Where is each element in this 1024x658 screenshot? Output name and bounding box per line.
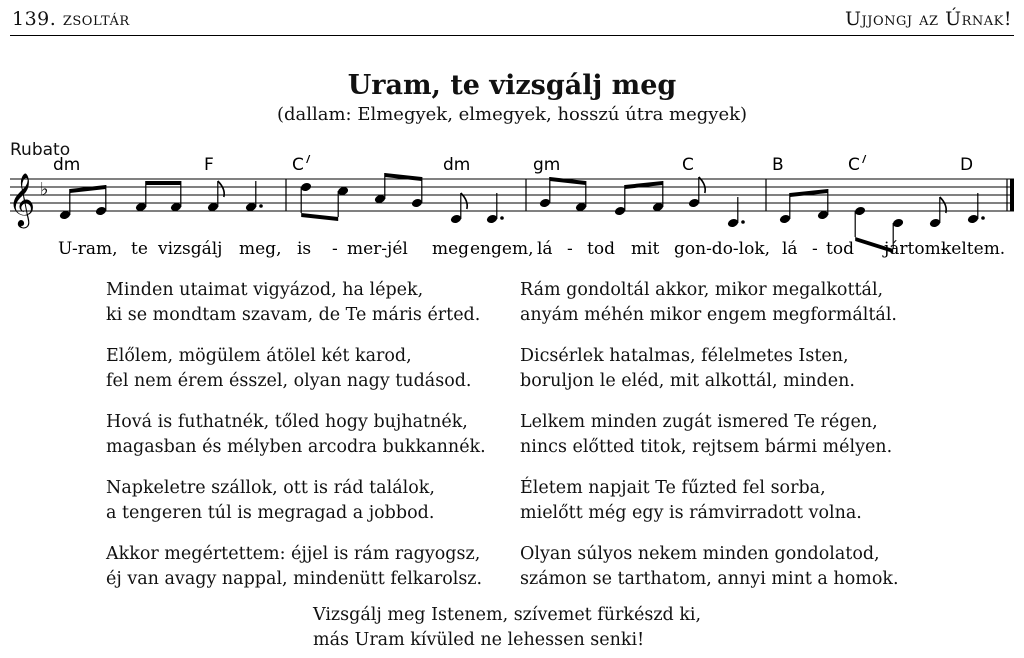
lyric-syllable: meg	[432, 239, 470, 259]
note-beam	[385, 173, 422, 181]
flat-key-signature-icon: ♭	[40, 179, 49, 200]
verse-line: Akkor megértettem: éjjel is rám ragyogsz,	[106, 544, 481, 564]
note-dot	[741, 220, 745, 224]
verse-final	[313, 603, 701, 653]
verse-left-3	[106, 410, 486, 460]
lyric-syllable: gon-do-lok,	[674, 239, 771, 259]
verse-line: Napkeletre szállok, ott is rád találok,	[106, 478, 435, 498]
verse-right-4	[520, 476, 862, 526]
header-left	[12, 8, 130, 30]
chord-c: C	[682, 155, 694, 175]
verse-right-5	[520, 542, 899, 592]
verse-line: Olyan súlyos nekem minden gondolatod,	[520, 544, 880, 564]
chord-dm-2: dm	[443, 155, 471, 175]
chord-symbols	[53, 155, 973, 175]
header-right-title: Ujjongj az Úrnak!	[845, 8, 1012, 30]
song-subtitle: (dallam: Elmegyek, elmegyek, hosszú útra megyek)	[276, 104, 748, 125]
note-dot	[500, 216, 504, 220]
lyric-syllable: vizsgálj	[158, 239, 223, 259]
verse-line: Lelkem minden zugát ismered Te régen,	[520, 412, 878, 432]
chord-c7-2: $C^7$	[848, 155, 868, 175]
lyric-syllable: mit	[631, 239, 660, 259]
lyric-syllable: jártom-	[884, 239, 947, 259]
note-beam	[550, 177, 586, 185]
lyric-syllable: engem,	[470, 239, 534, 259]
verse-line: Előlem, mögülem átölel két karod,	[106, 346, 412, 366]
verse-line: más Uram kívüled ne lehessen senki!	[313, 630, 645, 650]
verse-line: mielőtt még egy is rámvirradott volna.	[520, 503, 862, 523]
treble-clef-icon: 𝄞	[8, 172, 36, 226]
psalm-label: zsoltár	[62, 8, 130, 30]
chord-c7-1: $C^7$	[292, 155, 312, 175]
verse-line: Vizsgálj meg Istenem, szívemet fürkészd ki,	[313, 605, 702, 625]
note-dot	[981, 216, 985, 220]
verse-line: Hová is futhatnék, tőled hogy bujhatnék,	[106, 412, 468, 432]
chord-f: F	[204, 155, 214, 175]
verse-line: magasban és mélyben arcodra bukkannék.	[106, 437, 486, 457]
lyric-syllable: -	[332, 239, 338, 259]
note-beam	[625, 181, 663, 189]
verse-line: számon se tarthatom, annyi mint a homok.	[520, 569, 899, 589]
verse-left-2	[106, 344, 472, 394]
verse-line: a tengeren túl is megragad a jobbod.	[106, 503, 435, 523]
verse-line: Életem napjait Te fűzted fel sorba,	[520, 478, 826, 498]
tempo-marking: Rubato	[10, 140, 71, 160]
verse-line: Minden utaimat vigyázod, ha lépek,	[106, 280, 424, 300]
verse-left-4	[106, 476, 435, 526]
note-beam	[146, 181, 181, 185]
verse-right-3	[520, 410, 892, 460]
verse-line: Dicsérlek hatalmas, félelmetes Isten,	[520, 346, 849, 366]
note-beam	[70, 185, 106, 193]
note-dot	[259, 204, 263, 208]
music-score	[0, 155, 1024, 265]
verse-line: nincs előtted titok, rejtsem bármi mélyen.	[520, 437, 893, 457]
verse-left-5	[106, 542, 482, 592]
note-beam	[301, 213, 338, 221]
lyric-syllable: keltem.	[941, 239, 1006, 259]
verse-line: fel nem érem ésszel, olyan nagy tudásod.	[106, 371, 472, 391]
lyric-syllable: tod	[826, 239, 854, 259]
lyric-syllable: mer-jél	[347, 239, 408, 259]
verse-line: boruljon le eléd, mit alkottál, minden.	[520, 371, 855, 391]
verse-line: éj van avagy nappal, mindenütt felkarolsz.	[106, 569, 483, 589]
chord-dm-1: dm	[53, 155, 81, 175]
lyric-syllable: te	[131, 239, 148, 259]
song-title: Uram, te vizsgálj meg	[347, 70, 677, 101]
verse-right-2	[520, 344, 855, 394]
chord-d: D	[960, 155, 974, 175]
lyric-syllable: -	[812, 239, 818, 259]
lyric-syllable: U-ram,	[58, 239, 118, 259]
verse-line: ki se mondtam szavam, de Te máris érted.	[106, 305, 481, 325]
verse-line: Rám gondoltál akkor, mikor megalkottál,	[520, 280, 884, 300]
final-barline-thick	[1010, 179, 1014, 211]
lyric-syllable: -	[567, 239, 573, 259]
note-beam	[790, 189, 828, 197]
lyric-syllable: is	[297, 239, 312, 259]
verse-left-1	[106, 278, 480, 328]
lyric-syllable: lá	[537, 239, 553, 259]
lyric-syllable: meg,	[239, 239, 282, 259]
header-rule	[10, 35, 1014, 36]
psalm-number: 139.	[12, 8, 57, 30]
lyric-syllable: tod	[587, 239, 615, 259]
chord-gm: gm	[533, 155, 561, 175]
lyric-syllable: lá	[782, 239, 798, 259]
chord-b: B	[772, 155, 784, 175]
verse-right-1	[520, 278, 897, 328]
verse-line: anyám méhén mikor engem megformáltál.	[520, 305, 897, 325]
